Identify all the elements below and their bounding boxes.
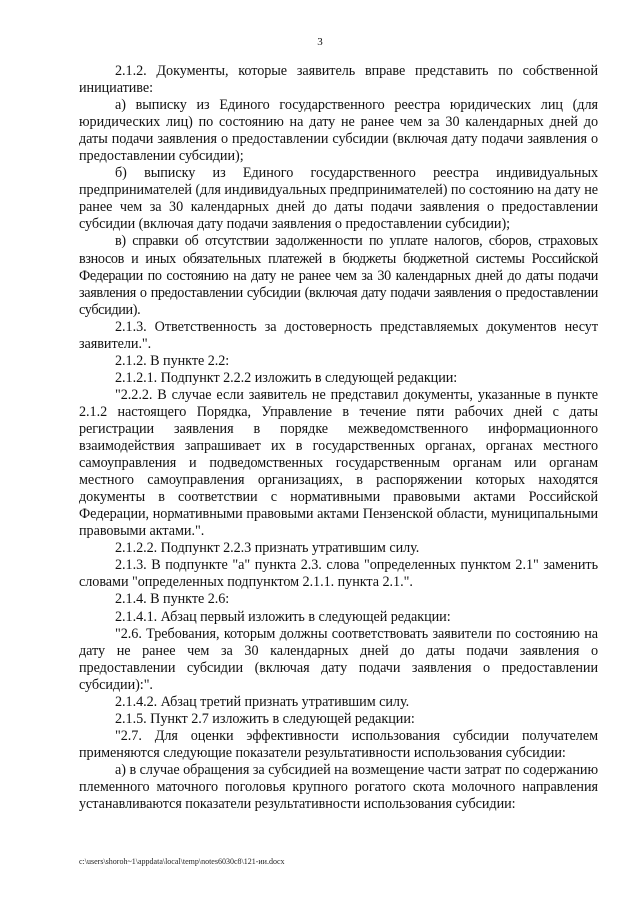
paragraph-2-1-4-2: 2.1.4.2. Абзац третий признать утратившим силу. (115, 693, 410, 710)
paragraph-in-point-2-6: 2.1.4. В пункте 2.6: (115, 591, 230, 608)
paragraph-item-v-tax-certificates: в) справки об отсутствии задолженности по уплате налогов, сборов, страховых взносов и иных обязательных платежей в бюджеты бюджетной системы Российской Федерации по состоянию на дату не ранее чем за 30 календарных дней до даты подачи заявления о предоставлении субсидии (включая дату подачи заявления о предоставлении субсидии). (79, 233, 598, 318)
paragraph-2-2-2-text: "2.2.2. В случае если заявитель не представил документы, указанные в пункте 2.1.2 настоящего Порядка, Управление в течение пяти рабочих дней с даты регистрации заявления в порядке межведомственного информационного взаимодействия запрашивает их в государственных органах, органах местного самоуправления и подведомственных государственным органам или органам местного самоуправления организациях, в распоряжении которых находятся документы в соответствии с нормативными правовыми актами Российской Федерации, нормативными правовыми актами Пензенской области, муниципальными правовыми актами.". (79, 386, 598, 540)
paragraph-2-7-efficiency: "2.7. Для оценки эффективности использования субсидии получателем применяются следующие показатели результативности использования субсидии: (79, 727, 598, 761)
paragraph-2-1-2-documents: 2.1.2. Документы, которые заявитель вправе представить по собственной инициативе: (79, 63, 598, 97)
paragraph-2-1-3-replace: 2.1.3. В подпункте "а" пункта 2.3. слова "определенных пунктом 2.1" заменить словами "определенных подпунктом 2.1.1. пункта 2.1.". (79, 557, 598, 591)
paragraph-in-point-2-2: 2.1.2. В пункте 2.2: (115, 352, 230, 369)
page-number: 3 (317, 36, 323, 48)
paragraph-2-1-4-1: 2.1.4.1. Абзац первый изложить в следующей редакции: (115, 608, 451, 625)
paragraph-2-1-2-2: 2.1.2.2. Подпункт 2.2.3 признать утратившим силу. (115, 540, 420, 557)
paragraph-item-a-cattle: а) в случае обращения за субсидией на возмещение части затрат по содержанию племенного маточного поголовья крупного рогатого скота молочного направления устанавливаются показатели результативности использования субсидии: (79, 761, 598, 813)
paragraph-2-1-5: 2.1.5. Пункт 2.7 изложить в следующей редакции: (115, 710, 415, 727)
document-body (79, 63, 598, 813)
paragraph-item-a-legal-entities: а) выписку из Единого государственного реестра юридических лиц (для юридических лиц) по состоянию на дату не ранее чем за 30 календарных дней до даты подачи заявления о предоставлении субсидии (включая дату подачи заявления о предоставлении субсидии); (79, 97, 598, 165)
paragraph-2-1-2-1: 2.1.2.1. Подпункт 2.2.2 изложить в следующей редакции: (115, 369, 458, 386)
paragraph-2-6-requirements: "2.6. Требования, которым должны соответствовать заявители по состоянию на дату не ранее чем за 30 календарных дней до даты подачи заявления о предоставлении субсидии (включая дату подачи заявления о предоставлении субсидии):". (79, 625, 598, 693)
paragraph-item-b-entrepreneurs: б) выписку из Единого государственного реестра индивидуальных предпринимателей (для индивидуальных предпринимателей) по состоянию на дату не ранее чем за 30 календарных дней до даты подачи заявления о предоставлении субсидии (включая дату подачи заявления о предоставлении субсидии); (79, 165, 598, 233)
paragraph-2-1-3-responsibility: 2.1.3. Ответственность за достоверность представляемых документов несут заявители.". (79, 318, 598, 352)
footer-file-path: c:\users\shoroh~1\appdata\local\temp\notes6030c8\121-ии.docx (79, 857, 285, 866)
